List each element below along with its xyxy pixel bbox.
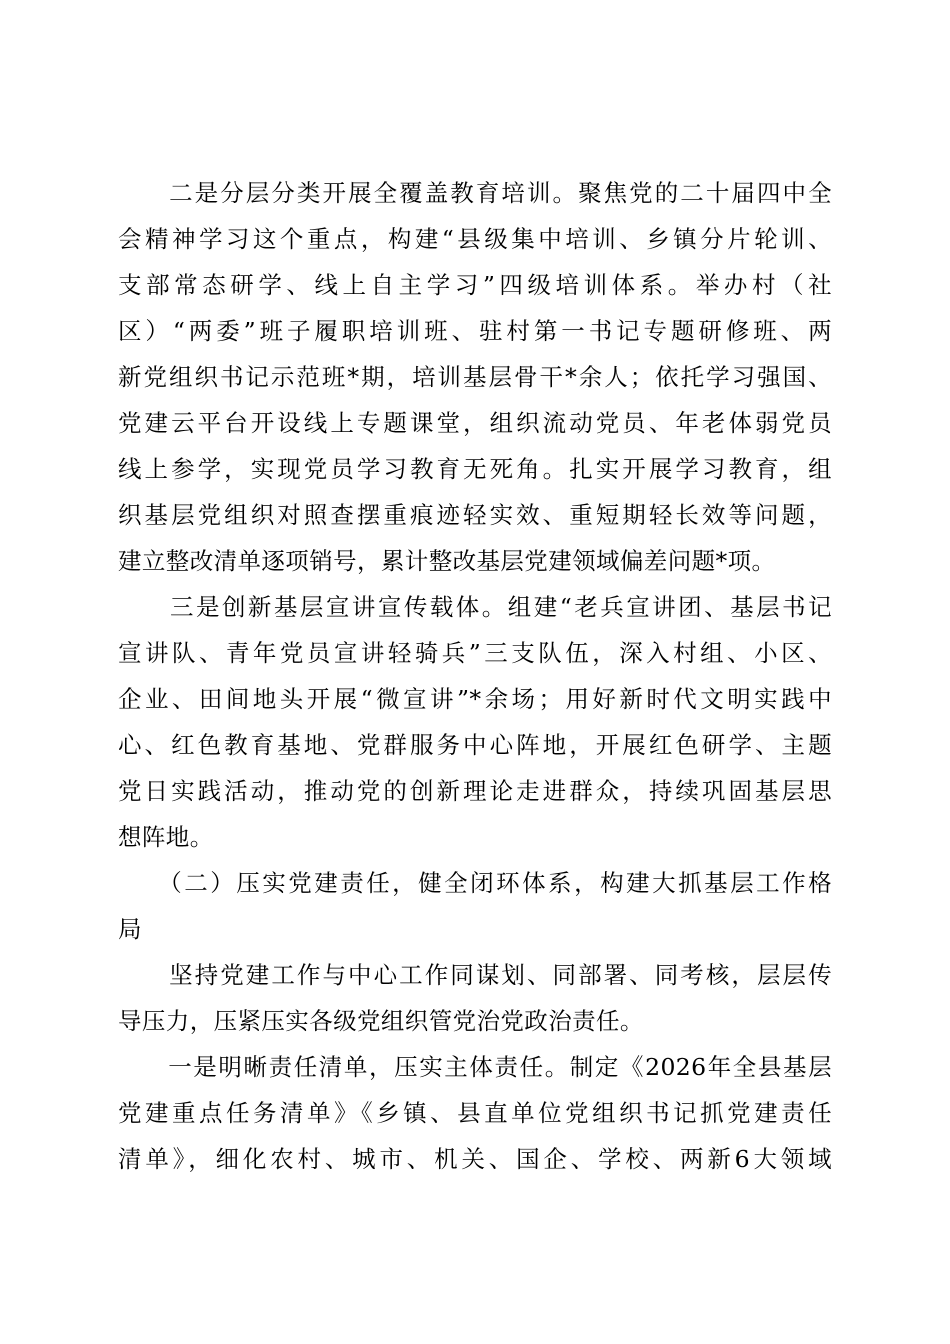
- text-line: 三是创新基层宣讲宣传载体。组建“老兵宣讲团、基层书记: [118, 593, 832, 621]
- text-line: 清单》，细化农村、城市、机关、国企、学校、两新6大领域: [118, 1145, 832, 1173]
- text-line: 会精神学习这个重点，构建“县级集中培训、乡镇分片轮训、: [118, 225, 832, 253]
- text-line: 宣讲队、青年党员宣讲轻骑兵”三支队伍，深入村组、小区、: [118, 639, 832, 667]
- text-line: 建立整改清单逐项销号，累计整改基层党建领域偏差问题*项。: [118, 547, 776, 575]
- text-line: 党建云平台开设线上专题课堂，组织流动党员、年老体弱党员: [118, 409, 832, 437]
- text-line: 新党组织书记示范班*期，培训基层骨干*余人；依托学习强国、: [118, 363, 832, 391]
- text-line: 二是分层分类开展全覆盖教育培训。聚焦党的二十届四中全: [118, 179, 832, 207]
- text-line: 党建重点任务清单》《乡镇、县直单位党组织书记抓党建责任: [118, 1099, 832, 1127]
- text-line: 坚持党建工作与中心工作同谋划、同部署、同考核，层层传: [118, 961, 832, 989]
- text-line: 支部常态研学、线上自主学习”四级培训体系。举办村（社: [118, 271, 832, 299]
- text-line: 企业、田间地头开展“微宣讲”*余场；用好新时代文明实践中: [118, 685, 832, 713]
- text-line: 线上参学，实现党员学习教育无死角。扎实开展学习教育，组: [118, 455, 832, 483]
- document-page: [118, 170, 832, 1182]
- text-line: 局: [118, 915, 142, 943]
- text-line: （二）压实党建责任，健全闭环体系，构建大抓基层工作格: [118, 869, 832, 897]
- text-line: 党日实践活动，推动党的创新理论走进群众，持续巩固基层思: [118, 777, 832, 805]
- text-line: 想阵地。: [118, 823, 214, 851]
- text-line: 区）“两委”班子履职培训班、驻村第一书记专题研修班、两: [118, 317, 832, 345]
- text-line: 导压力，压紧压实各级党组织管党治党政治责任。: [118, 1007, 644, 1035]
- text-line: 一是明晰责任清单，压实主体责任。制定《2026年全县基层: [118, 1053, 832, 1081]
- text-line: 织基层党组织对照查摆重痕迹轻实效、重短期轻长效等问题，: [118, 501, 832, 529]
- text-line: 心、红色教育基地、党群服务中心阵地，开展红色研学、主题: [118, 731, 832, 759]
